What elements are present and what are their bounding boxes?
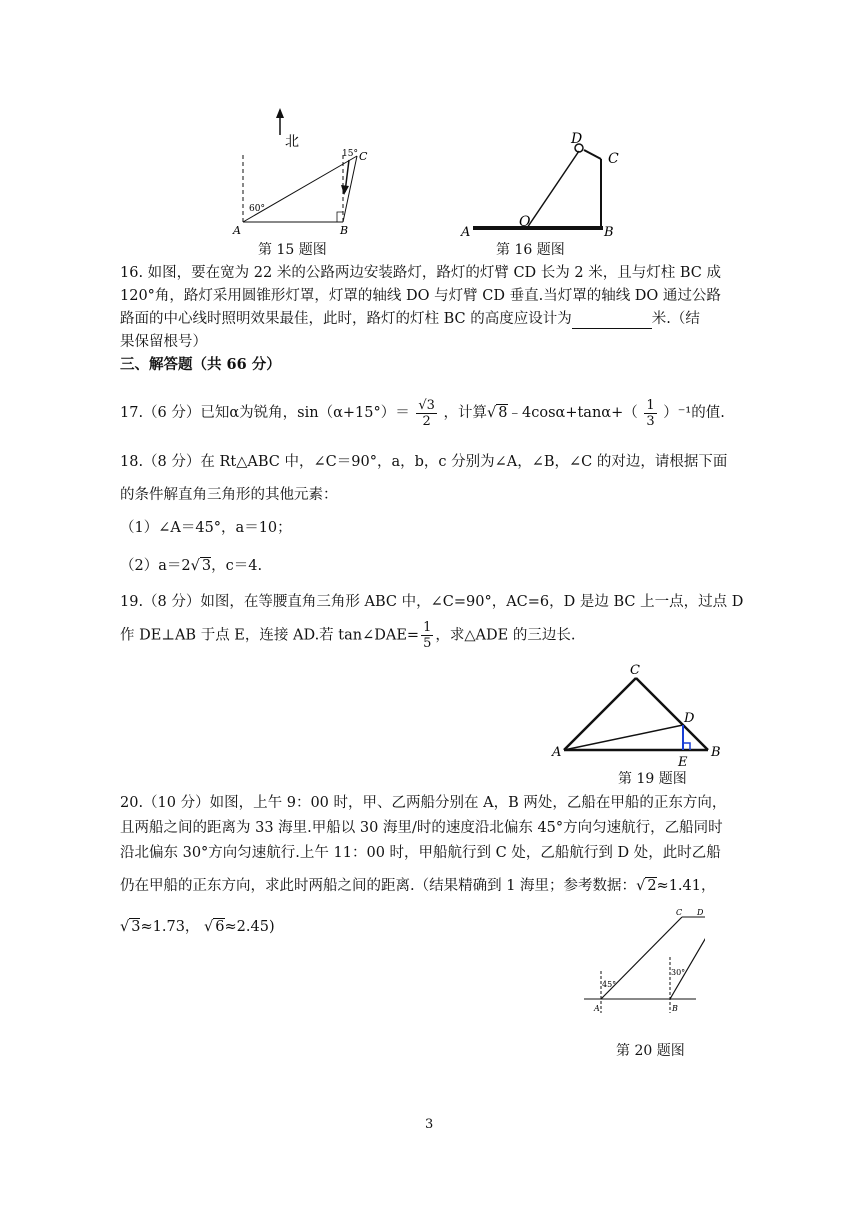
q20-line4: 仍在甲船的正东方向，求此时两船之间的距离.（结果精确到 1 海里；参考数据：√ 2≈1.41， [120, 878, 716, 894]
label-c: C [676, 908, 683, 917]
q18-sqrt3: 3 [201, 558, 212, 574]
q18-line1: 18.（8 分）在 Rt△ABC 中，∠C＝90°，a，b，c 分别为∠A，∠B，∠C 的对边，请根据下面 [120, 454, 728, 470]
q18-item2-suffix: ，c＝4. [211, 558, 263, 574]
frac-den: 3 [646, 413, 655, 429]
q17-fraction-sqrt3-over-2 [416, 398, 437, 429]
q20-ref2: ≈1.73， [140, 919, 200, 935]
q20-ref1: ≈1.41， [656, 878, 716, 894]
q19-fraction-1-over-5 [421, 620, 433, 651]
frac-num: 1 [646, 397, 655, 413]
frac-num: √3 [418, 397, 435, 413]
label-c: C [608, 151, 619, 167]
frac-den: 2 [422, 413, 431, 429]
arrow-c-b-head [341, 185, 349, 195]
q20-line2: 且两船之间的距离为 33 海里.甲船以 30 海里/时的速度沿北偏东 45°方向匀速航行，乙船同时 [120, 820, 723, 836]
q20-sqrt3: 3 [131, 919, 141, 935]
section-heading: 三、解答题（共 66 分） [120, 356, 281, 373]
segment-cb [636, 678, 708, 750]
angle-30-label: 30° [671, 968, 686, 977]
caption-fig20: 第 20 题图 [616, 1043, 685, 1059]
label-b: B [340, 224, 349, 237]
q20-line4-prefix: 仍在甲船的正东方向，求此时两船之间的距离.（结果精确到 1 海里；参考数据： [120, 878, 637, 894]
answer-blank[interactable] [572, 314, 652, 329]
q20-ref3: ≈2.45) [224, 919, 275, 935]
q20-sqrt2: 2 [647, 878, 657, 894]
q16-line2: 120°角，路灯采用圆锥形灯罩，灯罩的轴线 DO 与灯臂 CD 垂直.当灯罩的轴线 DO 通过公路 [120, 288, 721, 304]
label-a: A [552, 745, 562, 760]
q19-line2-suffix: ，求△ADE 的三边长. [435, 627, 576, 644]
figure-20 [580, 905, 705, 1020]
q17-fraction-1-over-3 [644, 398, 656, 429]
angle-45-label: 45° [602, 980, 617, 989]
q20-line3: 沿北偏东 30°方向匀速航行.上午 11：00 时，甲船航行到 C 处，乙船航行到 D 处，此时乙船 [120, 845, 721, 861]
label-a: A [461, 225, 471, 240]
angle-60-label: 60° [249, 204, 265, 214]
label-a: A [233, 224, 241, 237]
q16-line3-text: 路面的中心线时照明效果最佳，此时，路灯的灯柱 BC 的高度应设计为 [120, 311, 572, 327]
north-arrow-head [276, 108, 284, 118]
label-a: A [594, 1004, 600, 1013]
label-c: C [359, 150, 368, 163]
label-o: O [519, 214, 531, 230]
q19-line2 [120, 620, 740, 651]
q20-line5: √ 3≈1.73， √ 6≈2.45) [120, 919, 275, 935]
q18-item1: （1）∠A＝45°，a＝10； [120, 520, 292, 536]
caption-fig16: 第 16 题图 [496, 242, 565, 258]
label-b: B [711, 745, 721, 760]
label-d: D [684, 711, 695, 726]
q19-line2-prefix: 作 DE⊥AB 于点 E，连接 AD.若 tan∠DAE= [120, 627, 420, 644]
q18-item2-prefix: （2）a＝2 [120, 558, 191, 574]
segment-bd [670, 917, 705, 999]
q16-line4: 果保留根号） [120, 334, 207, 350]
figure-19 [550, 660, 730, 770]
caption-fig19: 第 19 题图 [618, 771, 687, 787]
label-e: E [678, 755, 688, 770]
q17-sqrt8: 8 [498, 405, 508, 421]
page-number: 3 [425, 1117, 434, 1132]
q17-suffix: ）⁻¹的值. [663, 405, 725, 421]
q16-line3-end: 米.（结 [651, 311, 700, 327]
arm-cd [584, 150, 601, 159]
right-angle-b [337, 212, 343, 222]
caption-fig15: 第 15 题图 [258, 242, 327, 258]
figure-15 [225, 100, 385, 240]
label-c: C [630, 663, 640, 678]
q20-line1: 20.（10 分）如图，上午 9：00 时，甲、乙两船分别在 A，B 两处，乙船在甲船的正东方向， [120, 795, 727, 811]
label-b: B [672, 1004, 678, 1013]
q16-line1: 16. 如图，要在宽为 22 米的公路两边安装路灯，路灯的灯臂 CD 长为 2 米，且与灯柱 BC 成 [120, 265, 721, 281]
frac-num: 1 [423, 620, 432, 635]
q17-prefix: 17.（6 分）已知α为锐角，sin（α+15°）＝ [120, 405, 410, 421]
figure-16 [455, 125, 625, 240]
segment-ad [564, 725, 683, 750]
label-b: B [604, 225, 614, 240]
q18-item2: （2）a＝2√ 3，c＝4. [120, 558, 263, 574]
label-d: D [697, 908, 704, 917]
q17: 17.（6 分）已知α为锐角，sin（α+15°）＝ $\frac{√3}{2}$ ，计算√ 8﹣4cosα+tanα+（ $\frac{1}{3}$ ）⁻¹的值. [120, 397, 725, 429]
angle-15-label: 15° [342, 149, 358, 159]
q19-line1: 19.（8 分）如图，在等腰直角三角形 ABC 中，∠C=90°，AC=6，D 是边 BC 上一点，过点 D [120, 594, 744, 610]
north-label: 北 [285, 134, 299, 150]
q18-line2: 的条件解直角三角形的其他元素： [120, 487, 338, 503]
segment-ac [564, 678, 636, 750]
q16-line3 [120, 309, 740, 329]
frac-den: 5 [423, 636, 432, 651]
q17-mid2: ﹣4cosα+tanα+（ [507, 405, 638, 421]
q17-mid1: ，计算 [443, 405, 488, 421]
axis-do [527, 151, 579, 228]
q20-sqrt6: 6 [215, 919, 225, 935]
label-d: D [571, 131, 583, 147]
